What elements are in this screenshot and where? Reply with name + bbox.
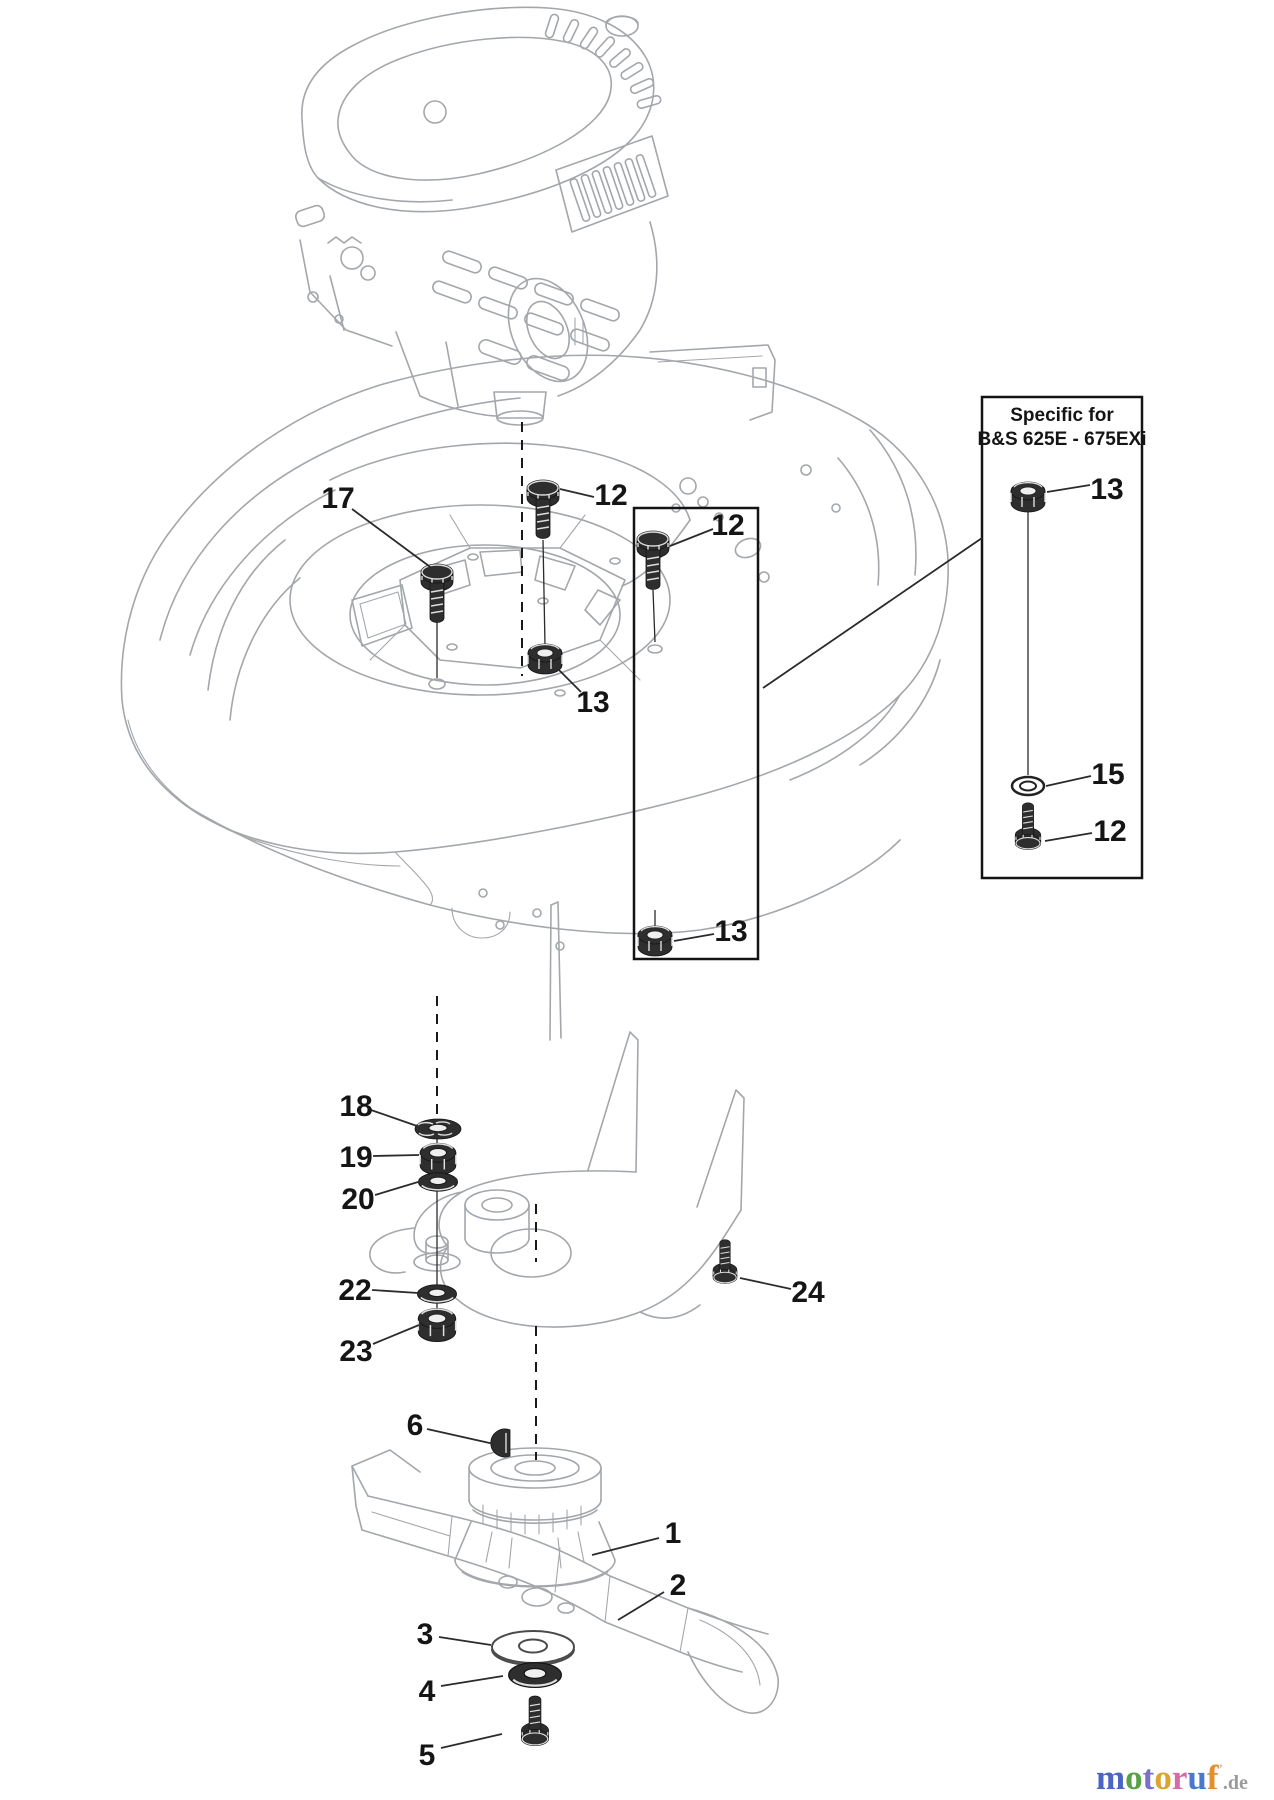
callout-19: 19: [339, 1141, 373, 1174]
washer-20: [418, 1173, 457, 1191]
watermark-letter: o: [1154, 1758, 1172, 1797]
leader-1: [592, 1538, 659, 1555]
callout-1: 1: [664, 1517, 682, 1550]
watermark-letter: r: [1171, 1758, 1188, 1797]
watermark-tick: ’: [1218, 1761, 1223, 1776]
callout-6: 6: [406, 1409, 424, 1442]
callout-3: 3: [416, 1618, 434, 1651]
callout-12-inset: 12: [1093, 815, 1127, 848]
leader-3: [439, 1637, 491, 1645]
nut-13-deck: [528, 644, 562, 674]
bolt-17: [421, 564, 453, 623]
washer-3: [492, 1631, 574, 1665]
washer-22: [417, 1285, 456, 1303]
callout-12-frame: 12: [711, 509, 745, 542]
watermark-suffix: .de: [1222, 1772, 1248, 1794]
inset-pointer-line: [763, 538, 982, 688]
callout-13-inset: 13: [1090, 473, 1124, 506]
callout-18: 18: [339, 1090, 373, 1123]
watermark-letter: u: [1187, 1758, 1207, 1797]
watermark-logo: [1096, 1748, 1248, 1800]
leader-22: [372, 1290, 418, 1293]
belt-cover-drawing: [370, 902, 744, 1327]
watermark-letter: o: [1125, 1758, 1143, 1797]
leader-23: [373, 1325, 419, 1344]
callout-4: 4: [418, 1675, 436, 1708]
watermark-letter: f: [1206, 1758, 1219, 1797]
washer-18: [415, 1119, 461, 1139]
callout-23: 23: [339, 1335, 373, 1368]
leader-5: [441, 1734, 502, 1748]
bolt-12-frame: [637, 531, 669, 590]
bolt-5: [521, 1696, 548, 1746]
callout-17: 17: [321, 482, 355, 515]
leader-6: [427, 1429, 494, 1444]
leader-2: [618, 1592, 664, 1620]
callout-13-frame: 13: [714, 915, 748, 948]
nut-19: [420, 1143, 456, 1175]
watermark-letter: t: [1142, 1758, 1155, 1797]
callout-13-deck: 13: [576, 686, 610, 719]
leader-18: [371, 1110, 417, 1126]
leader-17: [352, 509, 433, 569]
inset-detail-frame: [982, 397, 1142, 878]
inset-title-line1: Specific for: [1010, 405, 1114, 426]
callout-24: 24: [791, 1276, 825, 1309]
leader-19: [373, 1155, 419, 1156]
engine-drawing: [294, 7, 668, 425]
bolt12a-axis: [543, 540, 545, 646]
washer-15-inset: [1012, 777, 1044, 795]
leader-24: [740, 1278, 791, 1289]
callout-12-deck: 12: [594, 479, 628, 512]
callout-20: 20: [341, 1183, 375, 1216]
leader-20: [375, 1182, 418, 1195]
leader-13-frame: [674, 934, 714, 941]
watermark-letter: m: [1096, 1758, 1126, 1797]
callout-5: 5: [418, 1739, 436, 1772]
nut-13-frame: [638, 926, 672, 956]
callout-2: 2: [669, 1569, 687, 1602]
inset-title-line2: B&S 625E - 675EXi: [977, 429, 1147, 450]
leader-4: [441, 1676, 503, 1686]
washer-4: [509, 1663, 562, 1688]
callout-22: 22: [338, 1274, 372, 1307]
callout-15-inset: 15: [1091, 758, 1125, 791]
nut-23: [418, 1309, 455, 1342]
bolt12b-axis: [653, 590, 655, 642]
leader-12-deck: [560, 489, 594, 497]
blade-and-hub-drawing: [352, 1448, 778, 1713]
nut-13-inset: [1011, 482, 1045, 512]
